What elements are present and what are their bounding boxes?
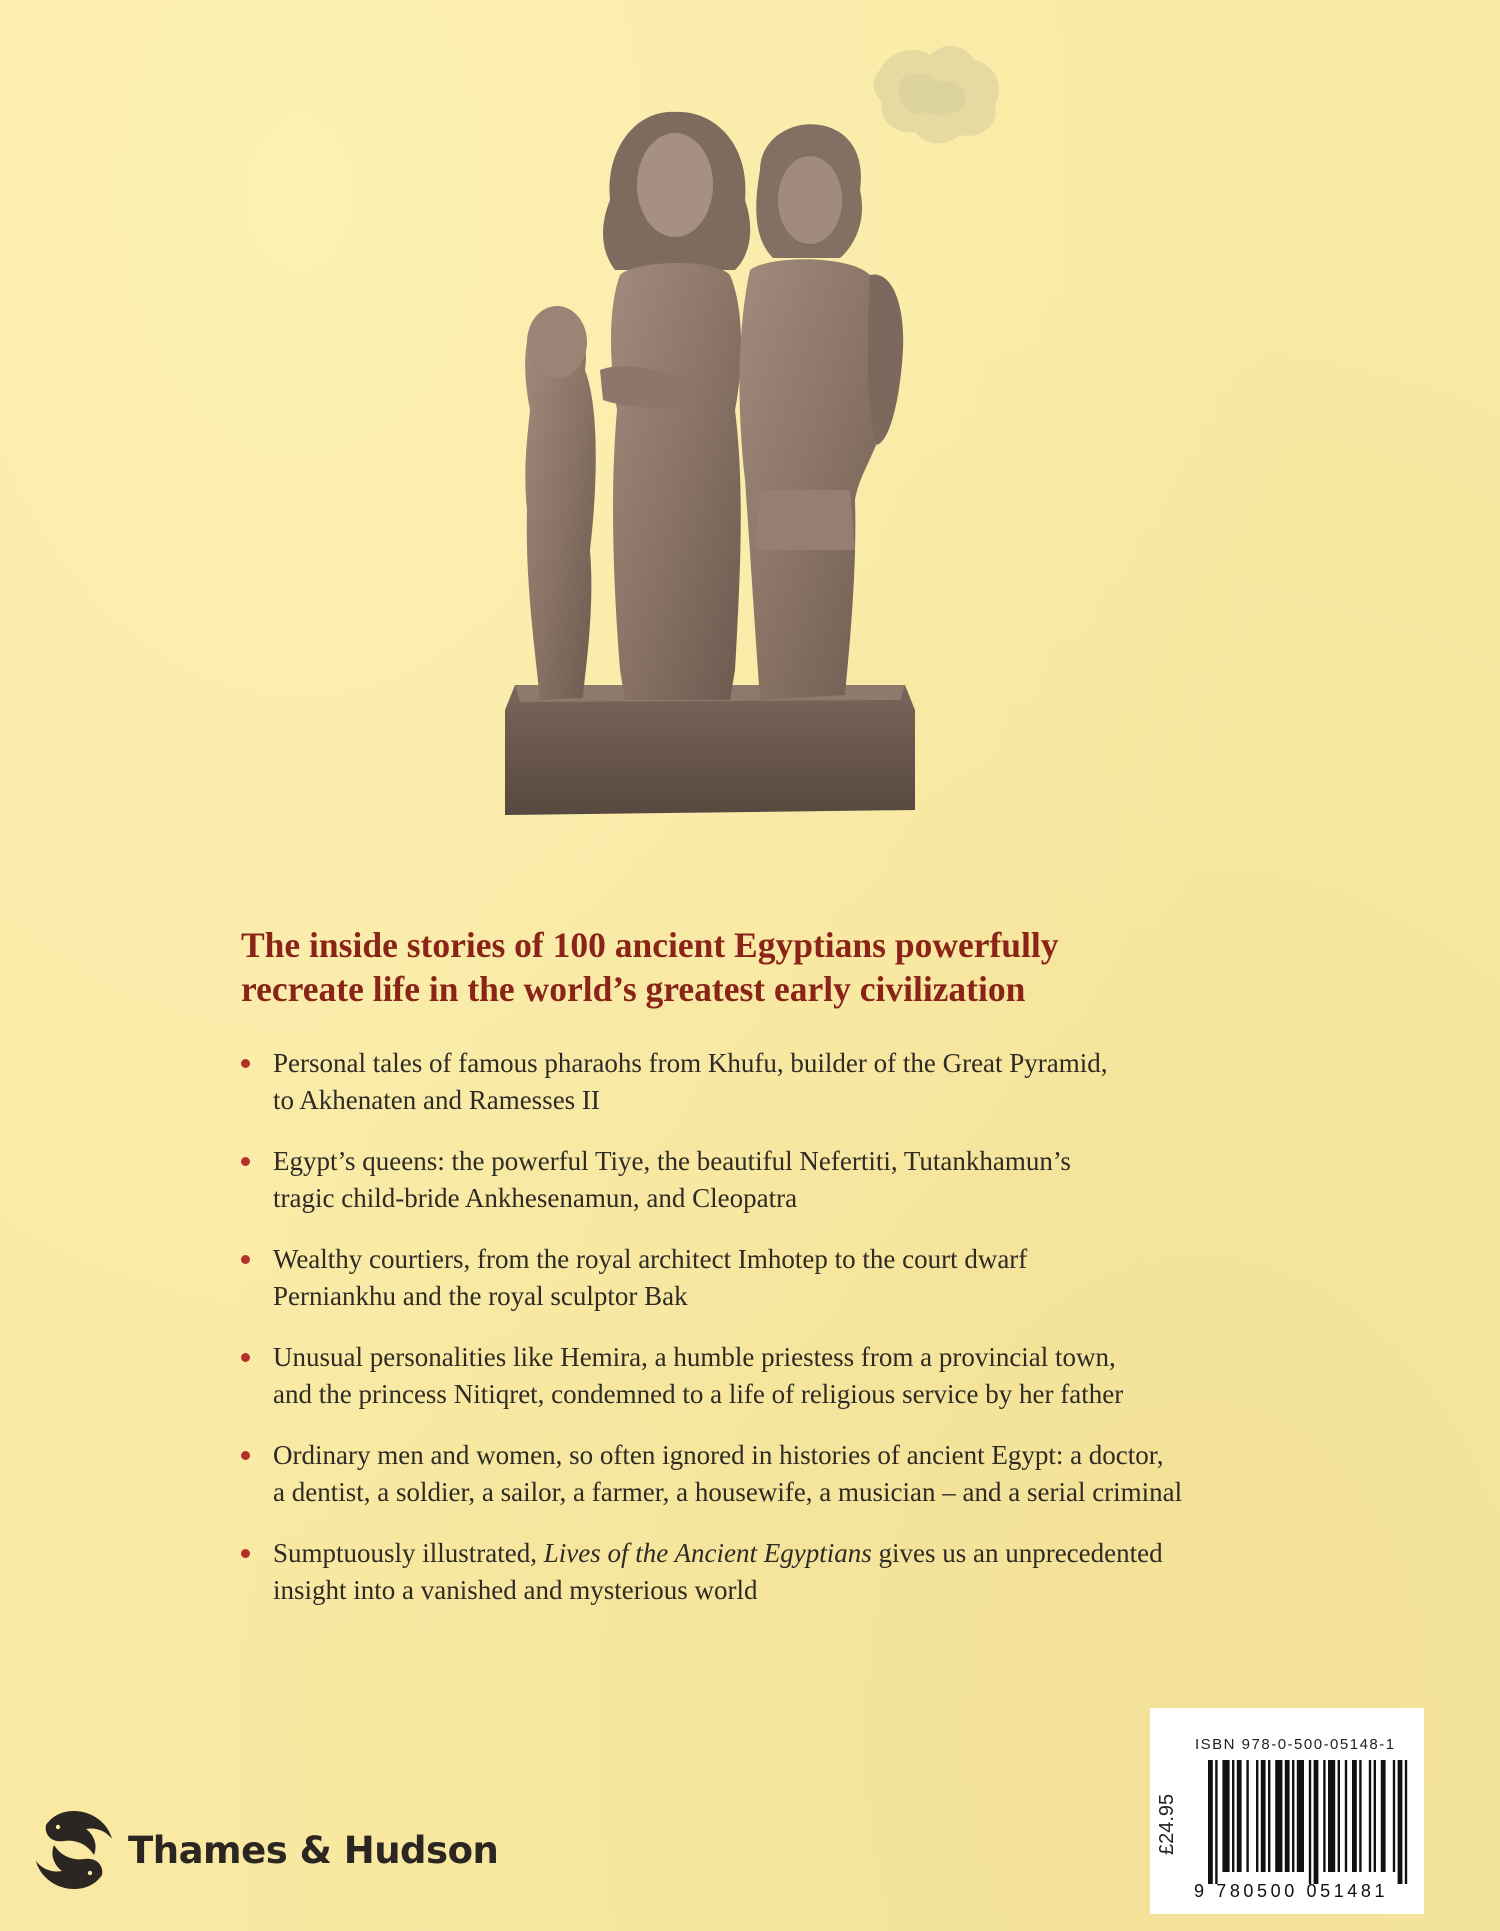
list-item-line: insight into a vanished and mysterious world	[273, 1575, 758, 1605]
barcode-bar	[1256, 1760, 1258, 1872]
list-item	[241, 1045, 1301, 1119]
list-item-line: Unusual personalities like Hemira, a humble priestess from a provincial town,	[273, 1342, 1116, 1372]
barcode-bar	[1297, 1760, 1304, 1872]
publisher-logo	[28, 1805, 498, 1895]
barcode-bar	[1285, 1760, 1290, 1872]
barcode-bar	[1374, 1760, 1376, 1872]
barcode-bar	[1237, 1760, 1242, 1872]
barcode-bar	[1328, 1760, 1335, 1872]
barcode-bar	[1232, 1760, 1234, 1872]
publisher-name: Thames & Hudson	[128, 1828, 499, 1872]
bullet-dot-icon	[241, 1059, 250, 1068]
bullet-dot-icon	[241, 1255, 250, 1264]
list-item	[241, 1535, 1301, 1609]
barcode-bar	[1405, 1760, 1407, 1884]
barcode-bar	[1393, 1760, 1395, 1872]
barcode-bar	[1309, 1760, 1311, 1884]
barcode-bar	[1208, 1760, 1213, 1884]
headline	[241, 923, 1301, 1011]
isbn-label: ISBN 978-0-500-05148-1	[1195, 1736, 1396, 1753]
bullet-dot-icon	[241, 1157, 250, 1166]
list-item-line	[273, 1535, 1301, 1572]
barcode-bar	[1215, 1760, 1217, 1884]
list-item-line: a dentist, a soldier, a sailor, a farmer, a housewife, a musician – and a serial criminal	[273, 1477, 1183, 1507]
barcode-bar	[1246, 1760, 1248, 1872]
list-item-line: Perniankhu and the royal sculptor Bak	[273, 1281, 688, 1311]
list-item	[241, 1241, 1301, 1315]
barcode-bar	[1314, 1760, 1319, 1884]
barcode-bar	[1352, 1760, 1357, 1872]
price-label: £24.95	[1156, 1793, 1178, 1855]
barcode-bar	[1338, 1760, 1340, 1872]
list-item	[241, 1143, 1301, 1217]
barcode-bar	[1292, 1760, 1294, 1872]
barcode	[1208, 1760, 1412, 1884]
list-item-line: Ordinary men and women, so often ignored in histories of ancient Egypt: a doctor,	[273, 1440, 1164, 1470]
barcode-bar	[1275, 1760, 1282, 1872]
book-title: Lives of the Ancient Egyptians	[543, 1538, 872, 1568]
barcode-digits: 9 780500 051481	[1194, 1881, 1389, 1901]
barcode-bar	[1398, 1760, 1403, 1884]
list-item	[241, 1437, 1301, 1511]
barcode-bar	[1369, 1760, 1371, 1872]
dolphins-logo-icon	[28, 1805, 120, 1895]
list-item-line: tragic child-bride Ankhesenamun, and Cleopatra	[273, 1183, 798, 1213]
barcode-bar	[1222, 1760, 1229, 1872]
bullet-dot-icon	[241, 1451, 250, 1460]
barcode-bar	[1381, 1760, 1386, 1872]
list-item-suffix: gives us an unprecedented	[871, 1538, 1163, 1568]
bullet-dot-icon	[241, 1549, 250, 1558]
barcode-bar	[1268, 1760, 1270, 1872]
headline-line-1: The inside stories of 100 ancient Egyptians powerfully	[241, 925, 1059, 965]
list-item-prefix: Sumptuously illustrated,	[273, 1538, 544, 1568]
list-item-line: to Akhenaten and Ramesses II	[273, 1085, 600, 1115]
bullet-dot-icon	[241, 1353, 250, 1362]
statue-image	[505, 110, 925, 820]
feature-list	[241, 1045, 1301, 1633]
barcode-bar	[1323, 1760, 1325, 1872]
list-item-line: Wealthy courtiers, from the royal architect Imhotep to the court dwarf	[273, 1244, 1028, 1274]
list-item-line: Personal tales of famous pharaohs from Khufu, builder of the Great Pyramid,	[273, 1048, 1108, 1078]
barcode-bar	[1345, 1760, 1347, 1872]
list-item	[241, 1339, 1301, 1413]
barcode-bar	[1261, 1760, 1266, 1872]
headline-line-2: recreate life in the world’s greatest early civilization	[241, 969, 1026, 1009]
barcode-bar	[1359, 1760, 1361, 1872]
list-item-line: Egypt’s queens: the powerful Tiye, the beautiful Nefertiti, Tutankhamun’s	[273, 1146, 1071, 1176]
list-item-line: and the princess Nitiqret, condemned to a life of religious service by her father	[273, 1379, 1124, 1409]
